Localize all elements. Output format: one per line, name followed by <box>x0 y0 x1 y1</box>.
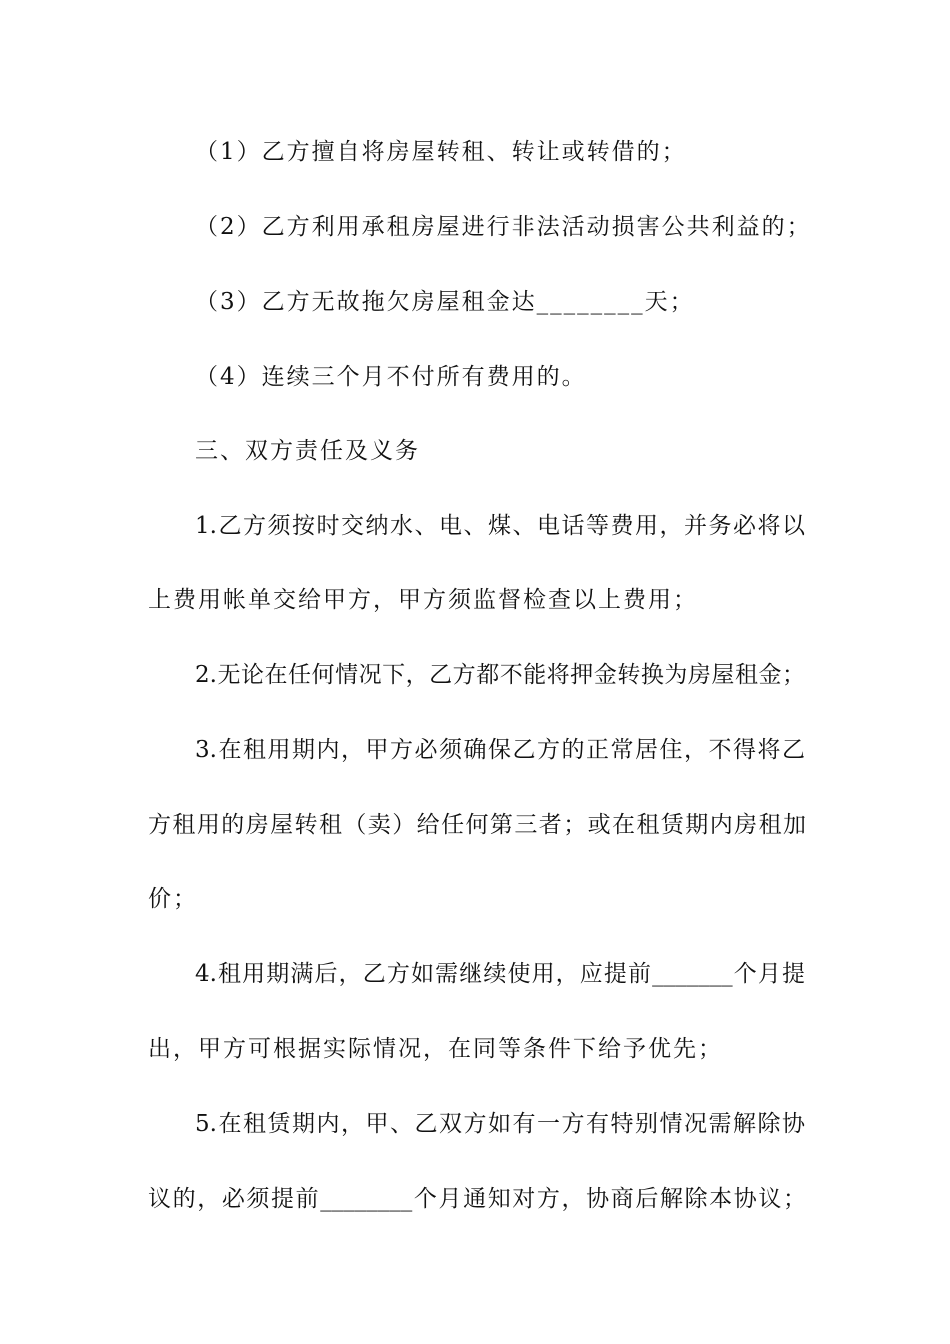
clause-item-2: （2）乙方利用承租房屋进行非法活动损害公共利益的； <box>195 214 812 240</box>
paragraph-5-line-2: 议的，必须提前________个月通知对方，协商后解除本协议； <box>148 1186 806 1212</box>
section-heading: 三、双方责任及义务 <box>195 438 420 464</box>
paragraph-1-line-1: 1.乙方须按时交纳水、电、煤、电话等费用，并务必将以 <box>195 513 805 539</box>
paragraph-5-line-1: 5.在租赁期内，甲、乙双方如有一方有特别情况需解除协 <box>195 1111 805 1137</box>
paragraph-2-line-1: 2.无论在任何情况下，乙方都不能将押金转换为房屋租金； <box>195 662 805 688</box>
paragraph-3-line-3: 价； <box>148 886 198 912</box>
paragraph-3-line-1: 3.在租用期内，甲方必须确保乙方的正常居住，不得将乙 <box>195 737 805 763</box>
paragraph-1-line-2: 上费用帐单交给甲方，甲方须监督检查以上费用； <box>148 587 698 613</box>
clause-item-4: （4）连续三个月不付所有费用的。 <box>195 364 587 390</box>
paragraph-3-line-2: 方租用的房屋转租（卖）给任何第三者；或在租赁期内房租加 <box>148 812 806 838</box>
clause-item-3: （3）乙方无故拖欠房屋租金达________天； <box>195 289 695 315</box>
paragraph-4-line-2: 出，甲方可根据实际情况，在同等条件下给予优先； <box>148 1036 723 1062</box>
paragraph-4-line-1: 4.租用期满后，乙方如需继续使用，应提前_______个月提 <box>195 961 805 987</box>
clause-item-1: （1）乙方擅自将房屋转租、转让或转借的； <box>195 139 687 165</box>
